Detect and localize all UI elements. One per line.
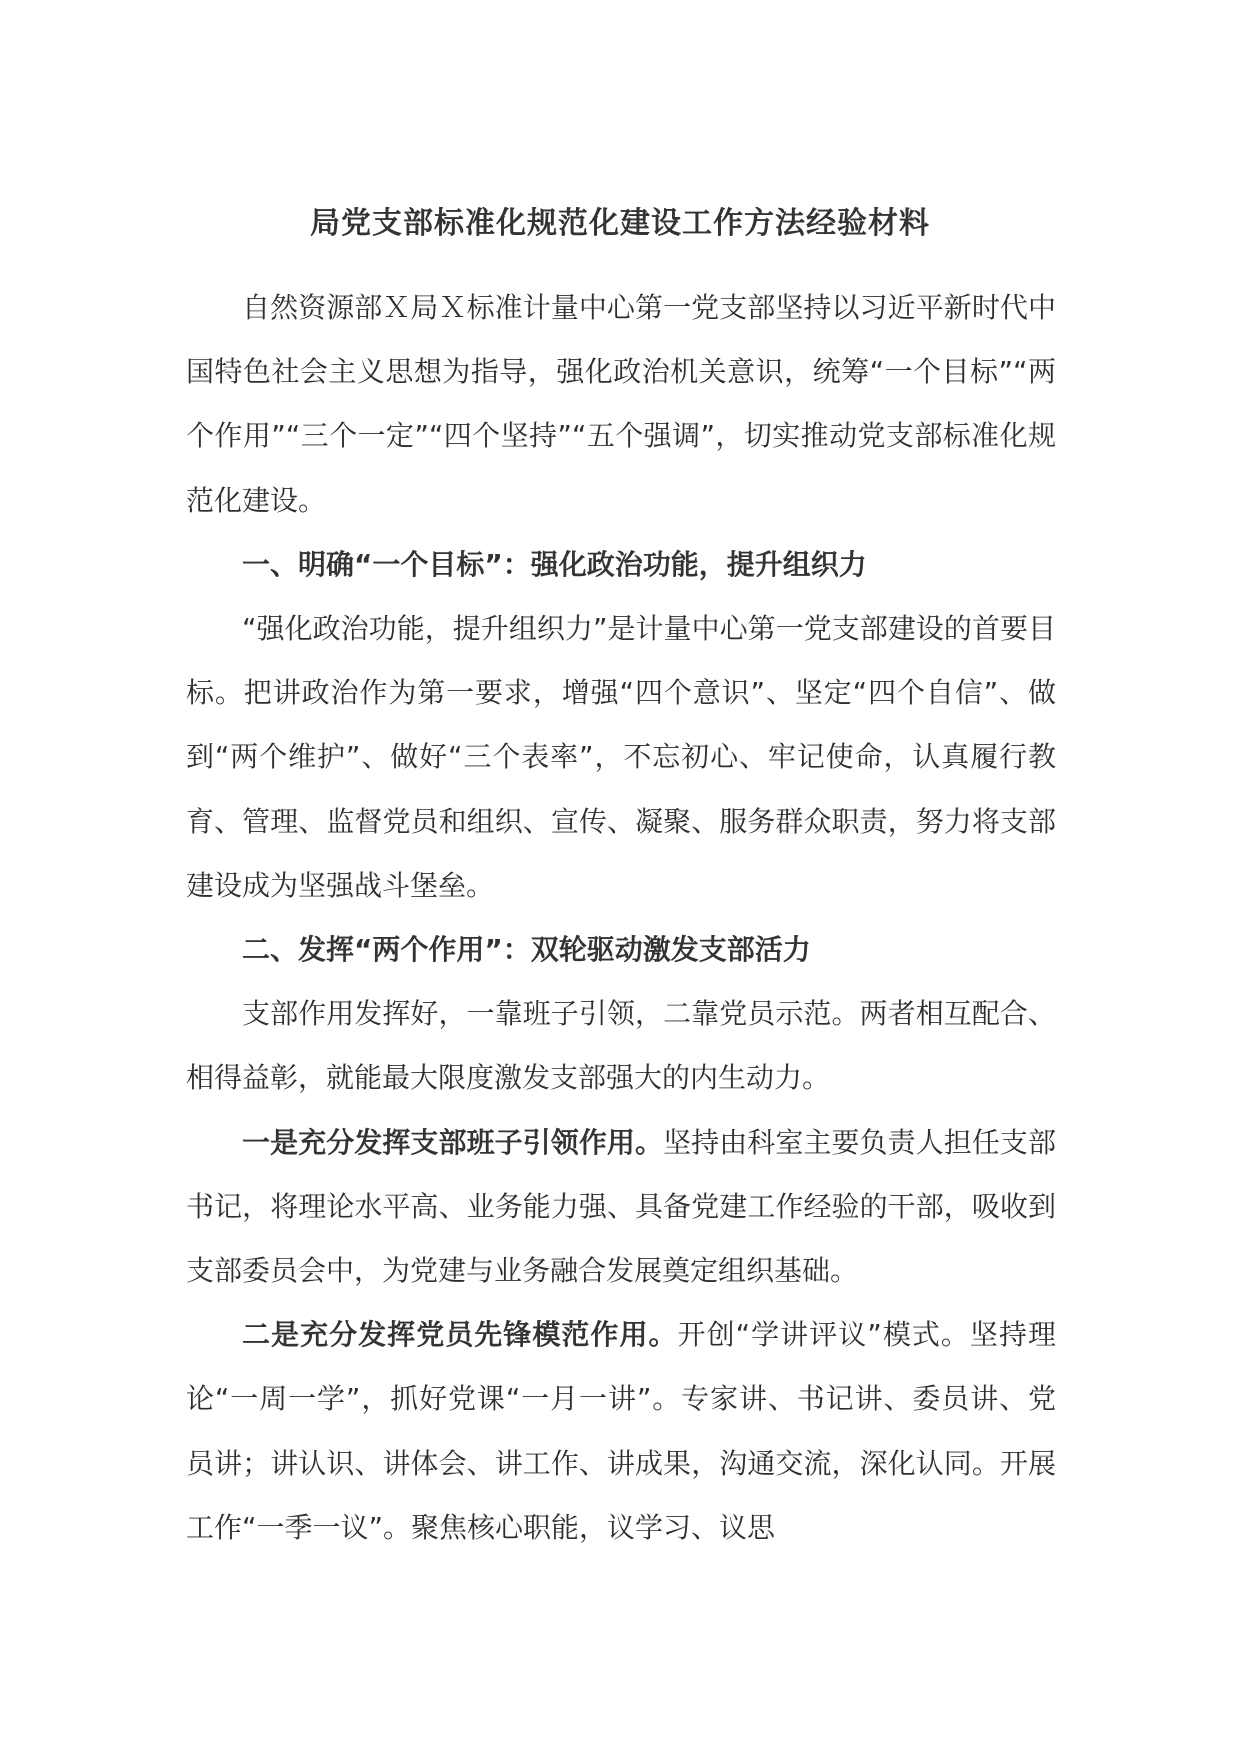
paragraph-roles: 支部作用发挥好，一靠班子引领，二靠党员示范。两者相互配合、相得益彰，就能最大限度激发支部强大的内生动力。 [186, 997, 1056, 1095]
paragraph-leadership-lead: 一是充分发挥支部班子引领作用。 [242, 1125, 664, 1159]
section-heading-2: 二、发挥“两个作用”：双轮驱动激发支部活力 [242, 933, 811, 967]
document-body [186, 276, 1056, 1560]
paragraph-vanguard [186, 1303, 1056, 1560]
paragraph-leadership [186, 1111, 1056, 1304]
paragraph-vanguard-text: 开创“学讲评议”模式。坚持理论“一周一学”，抓好党课“一月一讲”。专家讲、书记讲、委员讲、党员讲；讲认识、讲体会、讲工作、讲成果，沟通交流，深化认同。开展工作“一季一议”。聚焦核心职能，议学习、议思 [186, 1318, 1056, 1544]
document-title: 局党支部标准化规范化建设工作方法经验材料 [310, 206, 930, 241]
paragraph-intro: 自然资源部Ｘ局Ｘ标准计量中心第一党支部坚持以习近平新时代中国特色社会主义思想为指导，强化政治机关意识，统筹“一个目标”“两个作用”“三个一定”“四个坚持”“五个强调”，切实推动党支部标准化规范化建设。 [186, 291, 1056, 517]
paragraph-goal: “强化政治功能，提升组织力”是计量中心第一党支部建设的首要目标。把讲政治作为第一要求，增强“四个意识”、坚定“四个自信”、做到“两个维护”、做好“三个表率”，不忘初心、牢记使命，认真履行教育、管理、监督党员和组织、宣传、凝聚、服务群众职责，努力将支部建设成为坚强战斗堡垒。 [186, 612, 1056, 902]
paragraph-leadership-text: 坚持由科室主要负责人担任支部书记，将理论水平高、业务能力强、具备党建工作经验的干部，吸收到支部委员会中，为党建与业务融合发展奠定组织基础。 [186, 1125, 1056, 1288]
paragraph-vanguard-lead: 二是充分发挥党员先锋模范作用。 [242, 1318, 678, 1352]
section-heading-1: 一、明确“一个目标”：强化政治功能，提升组织力 [242, 547, 867, 581]
